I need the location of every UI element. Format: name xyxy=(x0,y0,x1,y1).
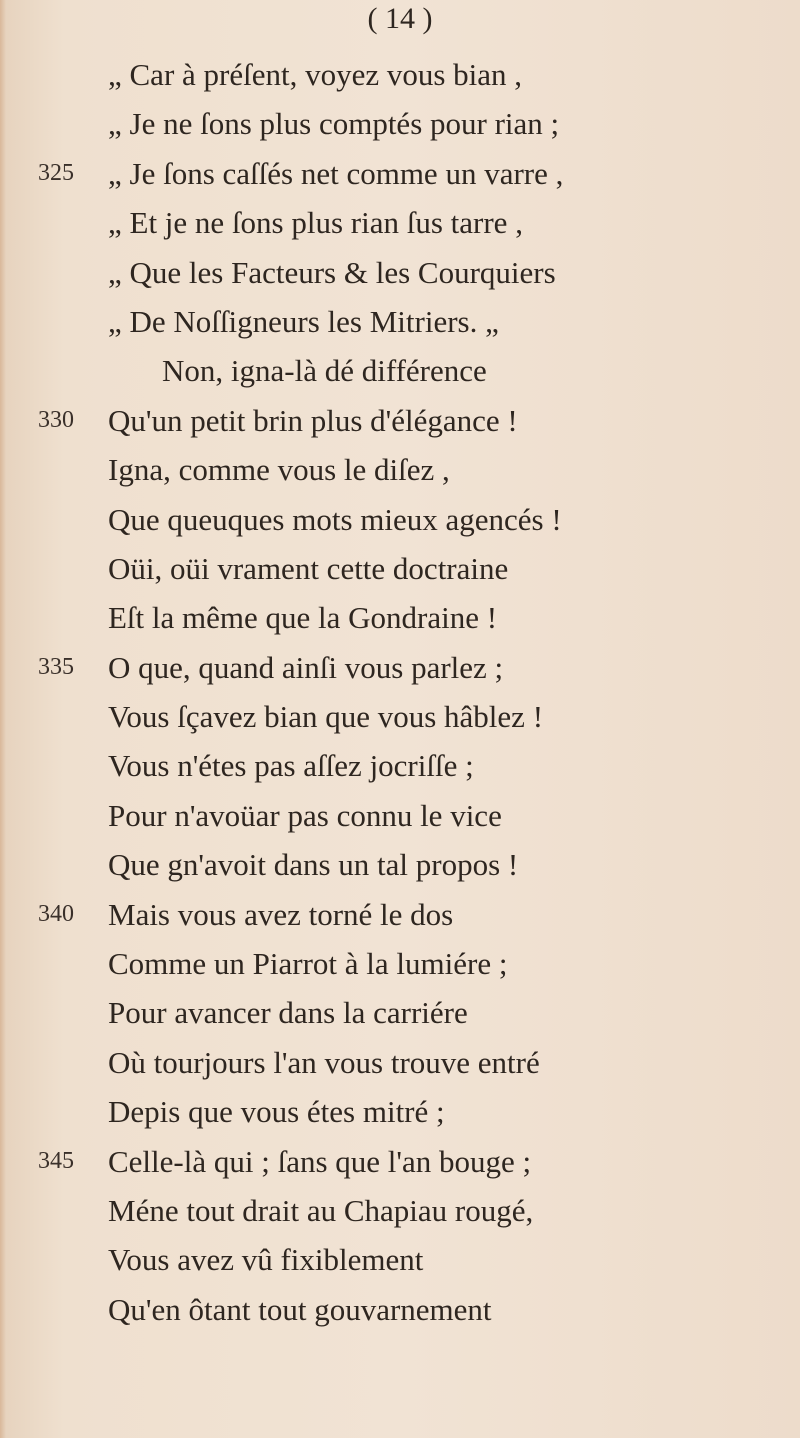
line-number: 345 xyxy=(38,1147,74,1174)
verse-text: Pour avancer dans la carriére xyxy=(108,995,468,1031)
verse-line xyxy=(0,1137,800,1186)
verse-line xyxy=(0,99,800,148)
verse-line xyxy=(0,741,800,790)
verse-line xyxy=(0,248,800,297)
verse-text: Non, igna-là dé différence xyxy=(162,353,487,389)
verse-line xyxy=(0,692,800,741)
verse-line xyxy=(0,1038,800,1087)
verse-line xyxy=(0,593,800,642)
verse-text: Oüi, oüi vrament cette doctraine xyxy=(108,550,509,586)
verse-line xyxy=(0,346,800,395)
verse-text: „ Que les Facteurs & les Courquiers xyxy=(108,254,556,290)
verse-line xyxy=(0,1186,800,1235)
verse-text: Vous n'étes pas aſſez jocriſſe ; xyxy=(108,748,474,784)
verse-text: Vous ſçavez bian que vous hâblez ! xyxy=(108,699,544,735)
verse-text: Igna, comme vous le diſez , xyxy=(108,452,450,488)
verse-line xyxy=(0,1235,800,1284)
verse-text: Mais vous avez torné le dos xyxy=(108,896,454,932)
verse-line xyxy=(0,840,800,889)
verse-text: Comme un Piarrot à la lumiére ; xyxy=(108,946,508,982)
line-number: 330 xyxy=(38,406,74,433)
verse-text: Que gn'avoit dans un tal propos ! xyxy=(108,847,519,883)
verse-line xyxy=(0,988,800,1037)
page-number: ( 14 ) xyxy=(367,2,433,35)
verse-line xyxy=(0,198,800,247)
verse-line xyxy=(0,1285,800,1334)
verse-line xyxy=(0,890,800,939)
verse-text: Pour n'avoüar pas connu le vice xyxy=(108,797,502,833)
verse-text: Depis que vous étes mitré ; xyxy=(108,1094,445,1130)
verse-line xyxy=(0,939,800,988)
verse-text: Qu'en ôtant tout gouvarnement xyxy=(108,1291,492,1327)
verse-text: Vous avez vû fixiblement xyxy=(108,1242,424,1278)
verse-line xyxy=(0,791,800,840)
verse-text: „ Je ſons caſſés net comme un varre , xyxy=(108,155,564,191)
verse-line xyxy=(0,544,800,593)
verse-text: O que, quand ainſi vous parlez ; xyxy=(108,649,504,685)
verse-line xyxy=(0,149,800,198)
poem-text xyxy=(0,50,800,1334)
verse-text: Eſt la même que la Gondraine ! xyxy=(108,600,498,636)
verse-text: „ Car à préſent, voyez vous bian , xyxy=(108,57,523,92)
line-number: 325 xyxy=(38,159,74,186)
line-number: 335 xyxy=(38,653,74,680)
verse-text: Que queuques mots mieux agencés ! xyxy=(108,501,562,537)
verse-text: Où tourjours l'an vous trouve entré xyxy=(108,1044,540,1080)
verse-text: Qu'un petit brin plus d'élégance ! xyxy=(108,402,518,438)
verse-text: Celle-là qui ; ſans que l'an bouge ; xyxy=(108,1143,532,1179)
verse-text: „ De Noſſigneurs les Mitriers. „ xyxy=(108,303,499,339)
verse-line xyxy=(0,297,800,346)
verse-line xyxy=(0,495,800,544)
verse-line xyxy=(0,445,800,494)
verse-text: „ Je ne ſons plus comptés pour rian ; xyxy=(108,106,560,142)
verse-text: „ Et je ne ſons plus rian ſus tarre , xyxy=(108,205,523,241)
verse-line xyxy=(0,50,800,99)
line-number: 340 xyxy=(38,900,74,927)
verse-line xyxy=(0,396,800,445)
verse-text: Méne tout drait au Chapiau rougé, xyxy=(108,1192,534,1228)
verse-line xyxy=(0,643,800,692)
verse-line xyxy=(0,1087,800,1136)
